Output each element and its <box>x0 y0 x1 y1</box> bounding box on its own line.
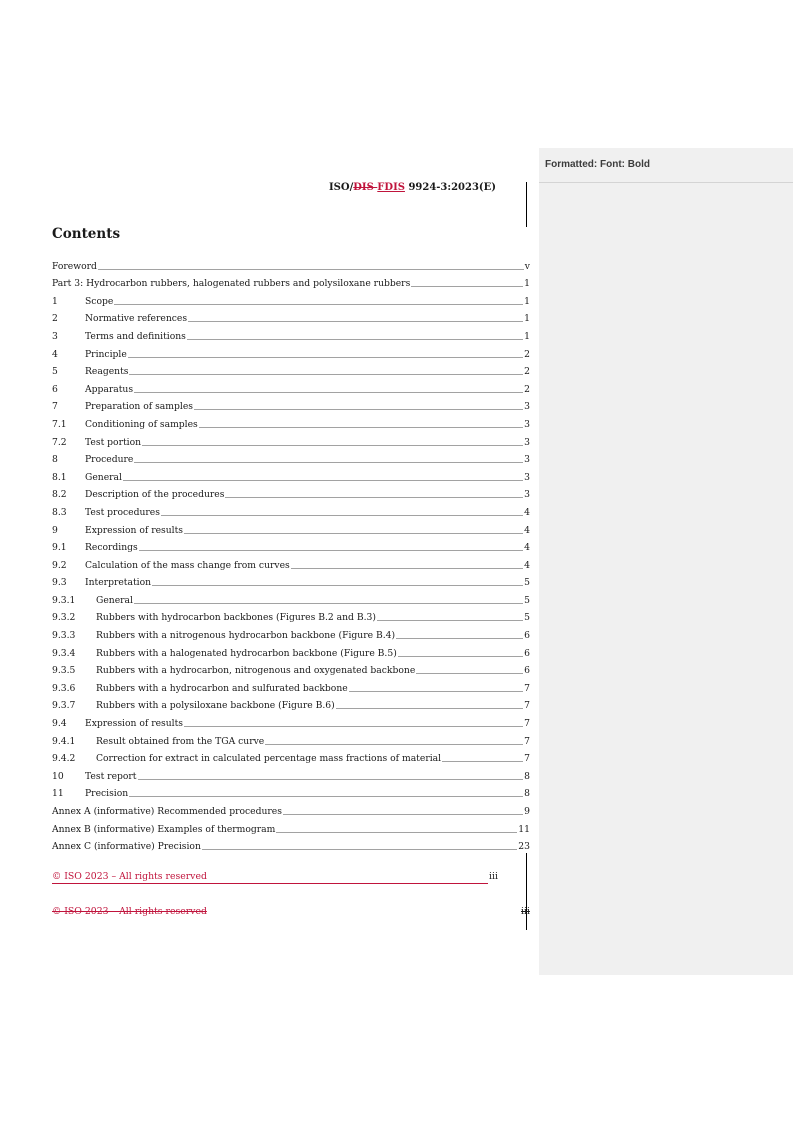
toc-entry-title: Principle <box>85 348 127 360</box>
toc-entry-title: Terms and definitions <box>85 330 186 342</box>
toc-entry[interactable] <box>52 500 530 518</box>
toc-entry[interactable] <box>52 518 530 536</box>
toc-dot-leader <box>123 480 523 481</box>
toc-entry-page: 23 <box>518 841 530 853</box>
toc-entry-title: Rubbers with a polysiloxane backbone (Figure B.6) <box>96 700 335 712</box>
toc-dot-leader <box>184 533 523 534</box>
comment-pane[interactable] <box>539 148 793 975</box>
toc-entry-title: Preparation of samples <box>85 401 193 413</box>
toc-entry-title: Apparatus <box>85 383 134 395</box>
toc-entry-title: Recordings <box>85 542 138 554</box>
toc-entry-title: Description of the procedures <box>85 489 225 501</box>
toc-entry-number: 3 <box>52 330 58 342</box>
toc-entry-title: Rubbers with a nitrogenous hydrocarbon backbone (Figure B.4) <box>96 630 396 642</box>
toc-entry-title: General <box>85 471 122 483</box>
toc-dot-leader <box>291 568 523 569</box>
toc-dot-leader <box>129 796 523 797</box>
toc-dot-leader <box>396 638 523 639</box>
toc-entry-title: Scope <box>85 295 114 307</box>
toc-entry[interactable] <box>52 729 530 747</box>
toc-entry[interactable] <box>52 623 530 641</box>
toc-entry[interactable] <box>52 342 530 360</box>
toc-entry[interactable] <box>52 764 530 782</box>
toc-entry-number: 6 <box>52 383 58 395</box>
toc-entry-page: 6 <box>524 665 530 677</box>
toc-entry-number: 1 <box>52 295 58 307</box>
toc-entry[interactable] <box>52 588 530 606</box>
toc-dot-leader <box>265 744 523 745</box>
toc-entry[interactable] <box>52 553 530 571</box>
toc-entry-page: 1 <box>524 330 530 342</box>
toc-entry-number: 7.2 <box>52 436 67 448</box>
toc-entry-number: 11 <box>52 788 64 800</box>
toc-entry-page: 3 <box>524 489 530 501</box>
toc-entry[interactable] <box>52 641 530 659</box>
toc-entry-page: 6 <box>524 647 530 659</box>
table-of-contents <box>52 254 530 852</box>
toc-entry-number: 9.3.3 <box>52 630 76 642</box>
toc-entry-page: 9 <box>524 806 530 817</box>
toc-entry-page: 3 <box>524 454 530 466</box>
toc-dot-leader <box>129 374 523 375</box>
toc-entry-title: Reagents <box>85 366 129 378</box>
toc-entry-number: 7.1 <box>52 418 67 430</box>
toc-entry-number: 5 <box>52 366 58 378</box>
header-inserted-text: FDIS <box>377 182 405 193</box>
toc-dot-leader <box>139 550 523 551</box>
toc-entry-page: 1 <box>524 313 530 325</box>
toc-entry[interactable] <box>52 289 530 307</box>
toc-entry-title: Rubbers with hydrocarbon backbones (Figures B.2 and B.3) <box>96 612 376 624</box>
toc-entry-title: Annex B (informative) Examples of thermogram <box>52 823 276 835</box>
toc-entry-page: v <box>524 260 530 272</box>
toc-dot-leader <box>142 445 523 446</box>
toc-entry-page: 11 <box>518 823 530 835</box>
toc-entry-title: Rubbers with a hydrocarbon, nitrogenous and oxygenated backbone <box>96 665 416 677</box>
toc-entry-title: Calculation of the mass change from curves <box>85 559 290 571</box>
toc-entry-page: 1 <box>524 278 530 290</box>
toc-entry[interactable] <box>52 536 530 554</box>
toc-entry-page: 7 <box>524 753 530 765</box>
header-deleted-text: DIS <box>353 182 378 193</box>
toc-entry-page: 8 <box>524 788 530 800</box>
toc-entry[interactable] <box>52 571 530 589</box>
toc-entry-number: 8.1 <box>52 471 67 483</box>
toc-entry-title: Procedure <box>85 454 134 466</box>
toc-entry[interactable] <box>52 324 530 342</box>
toc-entry[interactable] <box>52 412 530 430</box>
toc-entry-page: 4 <box>524 506 530 518</box>
toc-dot-leader <box>442 761 523 762</box>
toc-entry-page: 2 <box>524 366 530 378</box>
toc-entry[interactable] <box>52 659 530 677</box>
toc-entry-title: General <box>96 594 133 606</box>
toc-entry-page: 7 <box>524 682 530 694</box>
toc-entry[interactable] <box>52 307 530 325</box>
document-header <box>329 182 496 193</box>
toc-entry-title: Correction for extract in calculated percentage mass fractions of material <box>96 753 442 765</box>
toc-entry-number: 9.4 <box>52 718 67 730</box>
toc-dot-leader <box>199 427 523 428</box>
toc-entry-page: 7 <box>524 735 530 747</box>
revision-bar-header <box>526 182 527 227</box>
toc-entry-page: 7 <box>524 718 530 730</box>
toc-entry-number: 9.3.4 <box>52 647 76 659</box>
toc-dot-leader <box>411 286 523 287</box>
toc-dot-leader <box>134 603 523 604</box>
toc-entry-number: 9.1 <box>52 542 67 554</box>
toc-entry-number: 9.4.2 <box>52 753 76 765</box>
toc-entry-page: 5 <box>524 577 530 589</box>
toc-entry-number: 9 <box>52 524 58 536</box>
toc-entry-number: 9.3.5 <box>52 665 76 677</box>
toc-entry-number: 9.3 <box>52 577 67 589</box>
toc-entry-title: Part 3: Hydrocarbon rubbers, halogenated rubbers and polysiloxane rubbers <box>52 278 411 290</box>
toc-entry-number: 9.2 <box>52 559 67 571</box>
toc-entry[interactable] <box>52 395 530 413</box>
toc-entry[interactable] <box>52 747 530 765</box>
toc-entry[interactable] <box>52 377 530 395</box>
toc-dot-leader <box>188 321 523 322</box>
toc-entry-number: 9.3.1 <box>52 594 76 606</box>
toc-dot-leader <box>336 708 523 709</box>
toc-entry[interactable] <box>52 430 530 448</box>
toc-dot-leader <box>138 779 524 780</box>
toc-dot-leader <box>134 392 523 393</box>
toc-entry-title: Normative references <box>85 313 188 325</box>
toc-dot-leader <box>161 515 523 516</box>
header-suffix: 9924-3:2023(E) <box>404 182 496 193</box>
toc-entry-number: 9.3.2 <box>52 612 76 624</box>
toc-entry-title: Annex A (informative) Recommended procedures <box>52 806 282 817</box>
toc-dot-leader <box>134 462 523 463</box>
toc-entry-title: Rubbers with a hydrocarbon and sulfurated backbone <box>96 682 348 694</box>
toc-entry-title: Annex C (informative) Precision <box>52 841 201 853</box>
toc-entry-page: 4 <box>524 524 530 536</box>
toc-dot-leader <box>398 656 523 657</box>
toc-entry-title: Precision <box>85 788 129 800</box>
toc-entry[interactable] <box>52 782 530 800</box>
toc-entry-page: 8 <box>524 770 530 782</box>
toc-dot-leader <box>416 673 523 674</box>
toc-entry[interactable] <box>52 254 530 272</box>
toc-dot-leader <box>225 497 523 498</box>
toc-entry-title: Result obtained from the TGA curve <box>96 735 265 747</box>
toc-entry-number: 8.3 <box>52 506 67 518</box>
toc-entry[interactable] <box>52 272 530 290</box>
toc-entry-title: Foreword <box>52 260 97 272</box>
toc-dot-leader <box>349 691 523 692</box>
toc-dot-leader <box>276 832 517 833</box>
toc-entry-title: Test report <box>85 770 137 782</box>
toc-entry-page: 3 <box>524 401 530 413</box>
toc-entry-title: Expression of results <box>85 718 183 730</box>
toc-entry-page: 2 <box>524 348 530 360</box>
revision-bar-footer <box>526 853 527 930</box>
toc-entry-page: 5 <box>524 612 530 624</box>
header-prefix: ISO/ <box>328 182 354 193</box>
toc-entry-title: Test portion <box>85 436 142 448</box>
toc-entry[interactable] <box>52 676 530 694</box>
toc-entry[interactable] <box>52 711 530 729</box>
toc-entry[interactable] <box>52 448 530 466</box>
toc-entry[interactable] <box>52 483 530 501</box>
toc-dot-leader <box>184 726 523 727</box>
footer-copyright-inserted: © ISO 2023 – All rights reserved <box>52 871 488 884</box>
toc-entry-title: Expression of results <box>85 524 183 536</box>
toc-dot-leader <box>152 585 523 586</box>
toc-dot-leader <box>194 409 523 410</box>
toc-entry[interactable] <box>52 360 530 378</box>
toc-dot-leader <box>377 620 523 621</box>
toc-dot-leader <box>202 849 517 850</box>
toc-entry-title: Conditioning of samples <box>85 418 198 430</box>
toc-entry-page: 3 <box>524 418 530 430</box>
toc-entry-number: 4 <box>52 348 58 360</box>
toc-entry-number: 9.3.7 <box>52 700 76 712</box>
toc-entry-page: 3 <box>524 471 530 483</box>
toc-entry-title: Interpretation <box>85 577 152 589</box>
toc-dot-leader <box>128 357 523 358</box>
toc-dot-leader <box>187 339 523 340</box>
toc-entry-page: 5 <box>524 594 530 606</box>
toc-entry-number: 2 <box>52 313 58 325</box>
footer-page-number: iii <box>489 871 498 882</box>
toc-entry-page: 3 <box>524 436 530 448</box>
footer-page-number-deleted: iii <box>521 906 530 917</box>
toc-entry-number: 8.2 <box>52 489 67 501</box>
toc-entry-page: 4 <box>524 542 530 554</box>
toc-entry[interactable] <box>52 817 530 835</box>
toc-entry-title: Rubbers with a halogenated hydrocarbon backbone (Figure B.5) <box>96 647 397 659</box>
toc-entry-page: 4 <box>524 559 530 571</box>
toc-dot-leader <box>98 269 524 270</box>
toc-entry[interactable] <box>52 835 530 853</box>
toc-entry-title: Test procedures <box>85 506 160 518</box>
toc-entry[interactable] <box>52 694 530 712</box>
toc-dot-leader <box>283 814 523 815</box>
toc-entry-number: 9.4.1 <box>52 735 76 747</box>
toc-entry-number: 7 <box>52 401 58 413</box>
toc-entry-page: 1 <box>524 295 530 307</box>
toc-entry-number: 8 <box>52 454 58 466</box>
toc-dot-leader <box>114 304 523 305</box>
toc-entry[interactable] <box>52 799 530 817</box>
contents-heading: Contents <box>52 226 121 242</box>
toc-entry-page: 6 <box>524 630 530 642</box>
toc-entry[interactable] <box>52 606 530 624</box>
comment-pane-title[interactable]: Formatted: Font: Bold <box>539 148 793 183</box>
toc-entry-page: 7 <box>524 700 530 712</box>
toc-entry-page: 2 <box>524 383 530 395</box>
toc-entry-number: 10 <box>52 770 64 782</box>
toc-entry[interactable] <box>52 465 530 483</box>
toc-entry-number: 9.3.6 <box>52 682 76 694</box>
footer-copyright-deleted: © ISO 2023 – All rights reserved <box>52 906 207 917</box>
